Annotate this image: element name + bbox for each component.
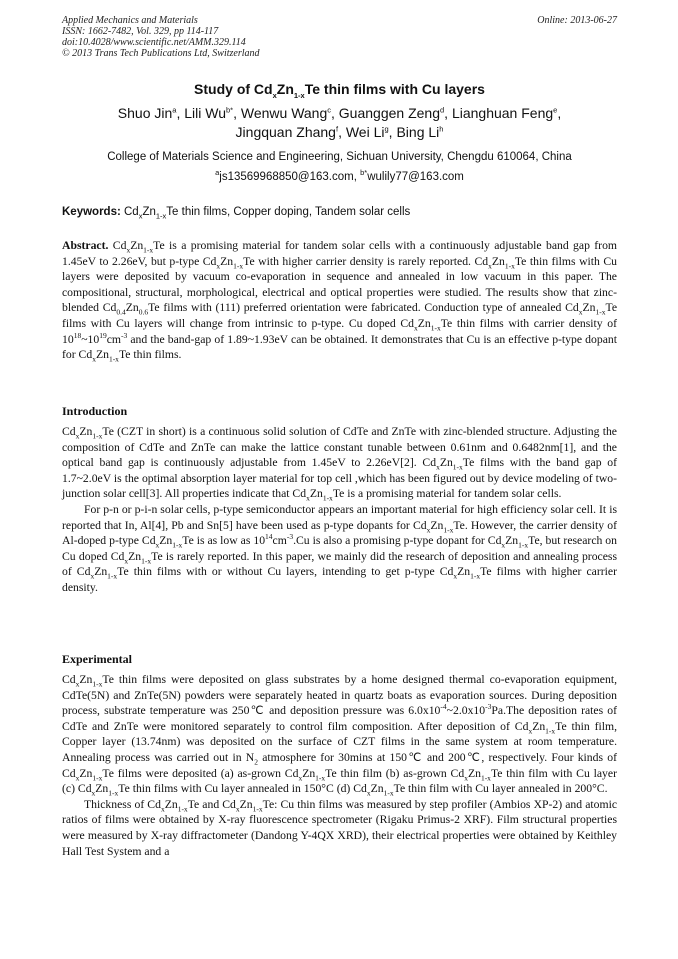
journal-name: Applied Mechanics and Materials — [62, 15, 198, 26]
journal-header — [62, 15, 617, 59]
author-list: Shuo Jin$^a$, Lili $Wu^{b*}$, Wenwu Wang$^c$, Guanggen Zeng$^d$, Lianghuan Feng$^e$, Jingquan Zhang$^f$, Wei Li$^g$, Bing Li$^h$ — [117, 105, 562, 140]
section-heading-introduction: Introduction — [62, 404, 128, 418]
experimental-text: $Cd_xZn_{1-x}Te$ thin films were deposited on glass substrates by a home designed thermal co-evaporation equipment, CdTe(5N) and ZnTe(5N) powders were separately heated in quartz boats as evaporation sources. During deposition process, substrate temperature was 250℃ and deposition pressure was $6.0x10^{-4}\sim 2.0x10^{-3}Pa.The$ deposition rates of CdTe and ZnTe were monitored separately to control film composition. After deposition of $Cd_xZn_{1-x}Te$ thin film, Copper layer (13.74nm) was deposited on the surface of CZT films in the same system at room temperature. Annealing process was carried out in $N_2$ atmosphere for 30mins at 150℃ and 200℃, respectively. Four kinds of $Cd_xZn_{1-x}Te$ films were deposited (a) as-grown $Cd_xZn_{1-x}Te$ thin film (b) as-grown $Cd_xZn_{1-x}Te$ thin film with Cu layer (c) $Cd_xZn_{1-x}Te$ thin films with Cu layer annealed in 150°C (d) $Cd_xZn_{1-x}Te$ thin film with Cu layer annealed in 200°C. Thickness of $Cd_xZn_{1-x}Te$ and $Cd_xZn_{1-x}Te$: Cu thin films was measured by step profiler (Ambios XP-2) and atomic ratios of films were obtained by X-ray fluorescence spectrometer (Rigaku Primus-2 XRF). Film structural properties were measured by X-ray diffractometer (Dandong Y-4QX XRD), their electrical properties were obtained by Keithley Hall Test System and a — [62, 673, 618, 858]
paper-title: Study of $Cd_xZn_{1-x}Te$ thin films with Cu layers — [194, 81, 485, 100]
section-heading-experimental: Experimental — [62, 652, 132, 666]
keywords: Keywords: $Cd_xZn_{1-x}Te$ thin films, Copper doping, Tandem solar cells — [62, 206, 411, 221]
author: Jingquan Zhang — [235, 124, 336, 140]
author: Guanggen Zeng — [338, 105, 440, 121]
journal-copyright: © 2013 Trans Tech Publications Ltd, Switzerland — [62, 48, 260, 59]
journal-doi: doi:10.4028/www.scientific.net/AMM.329.114 — [62, 37, 246, 48]
journal-issn: ISSN: 1662-7482, Vol. 329, pp 114-117 — [62, 26, 219, 37]
author: Bing Li — [396, 124, 440, 140]
online-date: Online: 2013-06-27 — [537, 15, 617, 26]
author-emails: $^a$js13569968850@163.com, $^{b*}$wulily77@163.com — [215, 168, 464, 183]
author: Wenwu Wang — [240, 105, 328, 121]
author: Lili Wu — [184, 105, 226, 121]
introduction-text: $Cd_xZn_{1-x}Te$ (CZT in short) is a continuous solid solution of CdTe and ZnTe with zinc-blended structure. Adjusting the composition of CdTe and ZnTe can make the lattice constant tunable between 0.61nm and 0.6482nm[1], and the optical band gap is continuously adjustable from 1.45eV to 2.26eV[2]. $Cd_xZn_{1-x}Te$ films with the band gap of 1.7~2.0eV is the optimal absorption layer material for top cell ,which has been figured out by device modeling of two-junction solar cell[3]. All properties indicate that $Cd_xZn_{1-x}Te$ is a promising material for tandem solar cells. For p-n or p-i-n solar cells, p-type semiconductor appears an important material for high efficiency solar cell. It is reported that In, Al[4], Pb and Sn[5] have been used as p-type dopants for $Cd_xZn_{1-x}Te$. However, the carrier density of Al-doped p-type $Cd_xZn_{1-x}Te$ is as low as $10^{14}cm^{-3}.Cu$ is also a promising p-type dopant for $Cd_xZn_{1-x}Te$, but research on Cu doped $Cd_xZn_{1-x}Te$ is rarely reported. In this paper, we mainly did the research of deposition and annealing process of $Cd_xZn_{1-x}Te$ thin films with or without Cu layers, intending to get p-type $Cd_xZn_{1-x}Te$ films with higher carrier density. — [62, 425, 618, 594]
affiliation: College of Materials Science and Engineering, Sichuan University, Chengdu 610064, China — [107, 151, 572, 163]
abstract: Abstract. $Cd_xZn_{1-x}Te$ is a promising material for tandem solar cells with a continuously adjustable band gap from 1.45eV to 2.26eV, but p-type $Cd_xZn_{1-x}Te$ with higher carrier density is rarely reported. $Cd_xZn_{1-x}Te$ thin films with Cu layers were deposited by vacuum co-evaporation in sequence and annealed in low vacuum in this paper. The compositional, structural, morphological, electrical and optical properties were studied. The results show that zinc-blended $Cd_{0.4}Zn_{0.6}Te$ films with (111) preferred orientation were fabricated. Conduction type of annealed $Cd_xZn_{1-x}Te$ films with Cu layers will change from intrinsic to p-type. Cu doped $Cd_xZn_{1-x}Te$ thin films with carrier density of $10^{18}\sim 10^{19}cm^{-3}$ and the band-gap of 1.89~1.93eV can be obtained. It demonstrates that Cu is an effective p-type dopant for $Cd_xZn_{1-x}Te$ thin films. — [62, 239, 618, 364]
author: Shuo Jin — [117, 105, 173, 121]
author: Lianghuan Feng — [451, 105, 554, 121]
author: Wei Li — [345, 124, 385, 140]
